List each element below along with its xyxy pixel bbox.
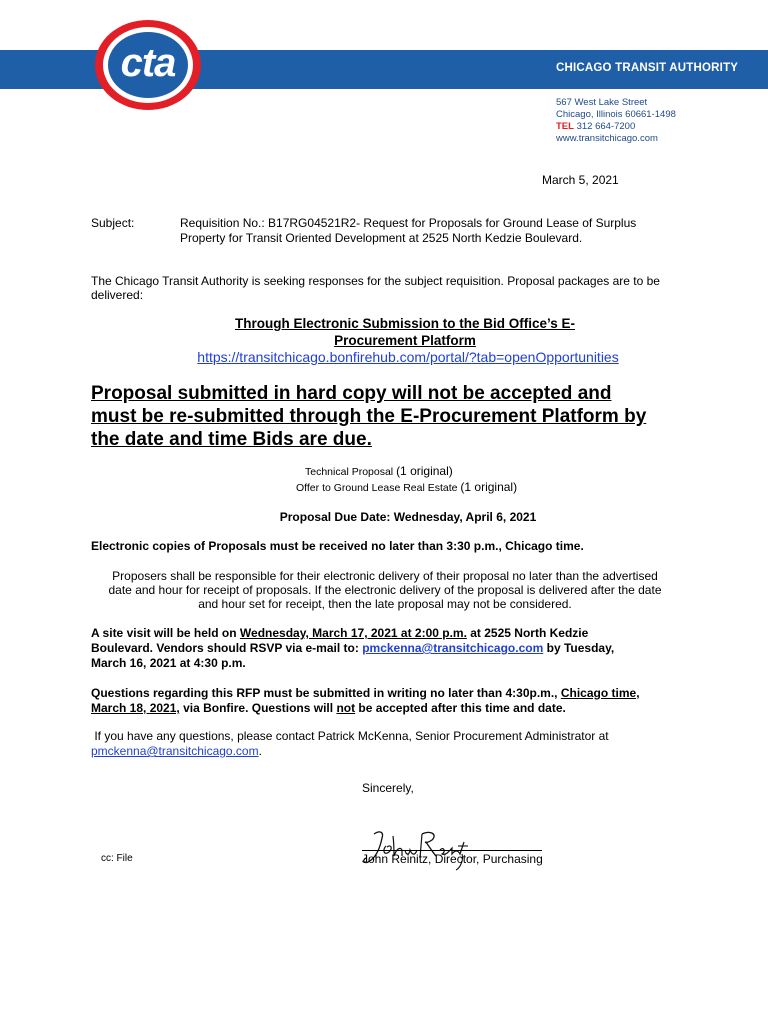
site-visit-line2 (91, 641, 614, 656)
tel-number: 312 664-7200 (576, 121, 636, 132)
item-qty: (1 original) (396, 464, 453, 478)
warning-line3: the date and time Bids are due. (91, 429, 372, 450)
tel-label: TEL (556, 121, 574, 132)
responsibility-line2: date and hour for receipt of proposals. If the electronic delivery of the proposal is delivered after the date (108, 583, 662, 597)
address-line1: 567 West Lake Street (556, 97, 648, 108)
subject-line1: Requisition No.: B17RG04521R2- Request for Proposals for Ground Lease of Surplus (180, 216, 637, 230)
item-label: Offer to Ground Lease Real Estate (296, 482, 458, 494)
submission-heading-line2: Procurement Platform (334, 333, 476, 348)
telephone (556, 121, 635, 133)
responsibility-line1: Proposers shall be responsible for their electronic delivery of their proposal no later than the advertised (112, 569, 658, 583)
warning-line2: must be re-submitted through the E-Procurement Platform by (91, 406, 647, 427)
item-ground-lease-offer (296, 481, 517, 495)
questions-text: Questions regarding this RFP must be submitted in writing no later than 4:30p.m., (91, 686, 561, 700)
bonfire-portal-link[interactable]: https://transitchicago.bonfirehub.com/portal/?tab=openOpportunities (197, 349, 619, 365)
intro-line1: The Chicago Transit Authority is seeking responses for the subject requisition. Proposal packages are to be (91, 274, 660, 288)
item-label: Technical Proposal (305, 466, 394, 478)
org-name: CHICAGO TRANSIT AUTHORITY (556, 62, 739, 74)
submission-heading-line1: Through Electronic Submission to the Bid Office’s E- (234, 316, 576, 331)
questions-line1 (91, 686, 640, 701)
questions-text: via Bonfire. Questions will (179, 701, 337, 715)
rsvp-email-link[interactable]: pmckenna@transitchicago.com (362, 641, 544, 655)
site-visit-text: A site visit will be held on (91, 626, 240, 640)
electronic-copies-deadline: Electronic copies of Proposals must be received no later than 3:30 p.m., Chicago time. (91, 539, 584, 553)
subject-line2: Property for Transit Oriented Development at 2525 North Kedzie Boulevard. (180, 231, 583, 245)
site-visit-location: at 2525 North Kedzie (466, 626, 589, 640)
questions-date: March 18, 2021, (91, 701, 180, 715)
signature-line (362, 850, 542, 851)
rsvp-deadline: by Tuesday, (543, 641, 615, 655)
item-technical-proposal (305, 465, 453, 479)
questions-text: be accepted after this time and date. (355, 701, 566, 715)
rsvp-text: Boulevard. Vendors should RSVP via e-mail to: (91, 641, 363, 655)
closing: Sincerely, (362, 781, 414, 795)
responsibility-line3: and hour set for receipt, then the late proposal may not be considered. (198, 597, 572, 611)
site-visit-date: Wednesday, March 17, 2021 at 2:00 p.m. (239, 626, 467, 640)
site-visit-line1 (91, 626, 588, 641)
subject-label: Subject: (91, 216, 135, 230)
letter-date: March 5, 2021 (542, 173, 619, 187)
proposal-due-date: Proposal Due Date: Wednesday, April 6, 2021 (279, 510, 537, 524)
cc-file: cc: File (101, 853, 133, 864)
signer-name-title: John Reinitz, Director, Purchasing (362, 852, 543, 866)
questions-not: not (336, 701, 356, 715)
contact-email-link[interactable]: pmckenna@transitchicago.com (91, 744, 259, 758)
warning-line1: Proposal submitted in hard copy will not be accepted and (91, 383, 612, 404)
item-qty: (1 original) (460, 480, 518, 494)
cta-logo-text: cta (120, 41, 176, 85)
intro-line2: delivered: (91, 288, 144, 302)
contact-period: . (258, 744, 262, 758)
questions-timezone: Chicago time, (560, 686, 640, 700)
contact-line2 (91, 744, 262, 759)
website-link[interactable]: www.transitchicago.com (556, 133, 658, 144)
site-visit-line3: March 16, 2021 at 4:30 p.m. (91, 656, 246, 670)
address-line2: Chicago, Illinois 60661-1498 (556, 109, 676, 120)
questions-line2 (91, 701, 566, 716)
contact-line1: If you have any questions, please contact Patrick McKenna, Senior Procurement Administrator at (91, 729, 609, 743)
